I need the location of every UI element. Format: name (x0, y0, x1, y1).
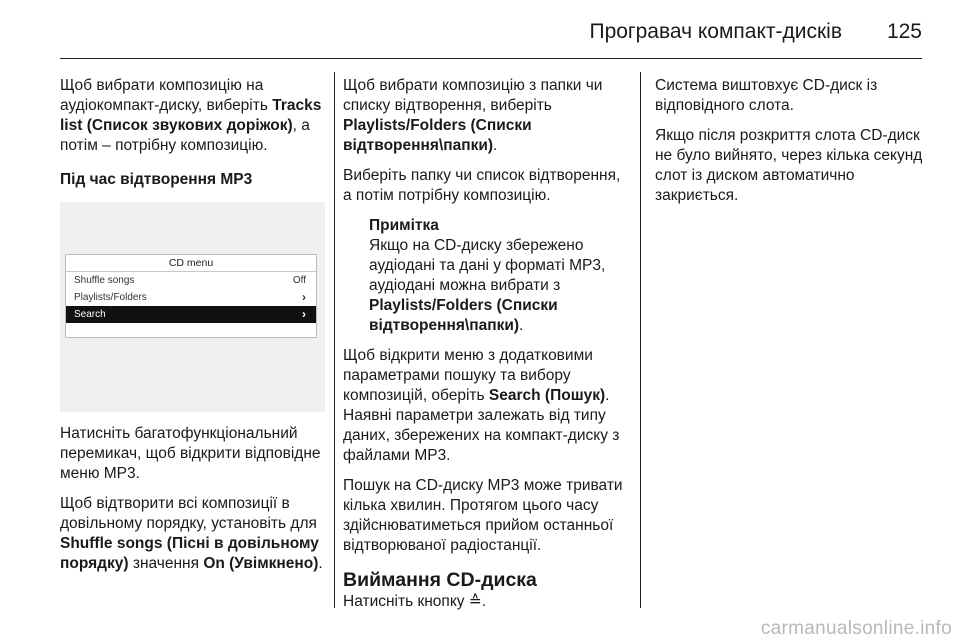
menu-item-search[interactable]: Search › (66, 306, 316, 323)
search-term: Search (Пошук) (488, 387, 606, 404)
menu-item-playlists-folders[interactable]: Playlists/Folders › (74, 290, 306, 304)
paragraph-eject-system: Система виштовхує CD-диск із відповідного слота. (655, 77, 878, 114)
note-title: Примітка (369, 217, 439, 234)
cd-menu-figure (60, 202, 325, 412)
watermark: carmanualsonline.info (760, 618, 952, 639)
paragraph-playlists: Щоб вибрати композицію з папки чи списку відтворення, виберіть Playlists/Folders (Списки відтворення\папки). (343, 77, 603, 154)
subheading-mp3: Під час відтворення MP3 (60, 171, 253, 188)
page-number: 125 (886, 20, 922, 43)
chevron-right-icon: › (302, 290, 306, 304)
heading-eject-cd: Виймання CD-диска (343, 569, 537, 591)
note-block (369, 216, 628, 336)
on-term: On (Увімкнено) (203, 555, 319, 572)
paragraph-press-eject: Натисніть кнопку ≙. (343, 593, 487, 610)
note-playlists-term: Playlists/Folders (Списки відтворення\папки) (369, 297, 558, 334)
paragraph-select-folder: Виберіть папку чи список відтворення, а потім потрібну композицію. (343, 167, 621, 204)
cd-menu-title: CD menu (66, 255, 316, 272)
column-divider-1 (334, 72, 335, 608)
shuffle-term: Shuffle songs (Пісні в довільному порядку) (60, 535, 319, 572)
paragraph-open-menu: Натисніть багатофункціональний перемикач, щоб відкрити відповідне меню MP3. (60, 425, 321, 482)
menu-item-shuffle-songs[interactable]: Shuffle songs Off (66, 272, 316, 289)
column-2 (343, 76, 628, 622)
tracks-list-term: Tracks list (Список звукових доріжок) (60, 97, 322, 134)
paragraph-tracks-list: Щоб вибрати композицію на аудіокомпакт-диску, виберіть Tracks list (Список звукових доріжок), а потім – потрібну композицію. (60, 77, 322, 154)
paragraph-search-duration: Пошук на CD-диску MP3 може тривати кілька хвилин. Протягом цього часу здійснюватиметься прийом останньої відтворюваної радіостанції. (343, 477, 623, 554)
column-divider-2 (640, 72, 641, 608)
note-text: Якщо на CD-диску збережено аудіодані та дані у форматі MP3, аудіодані можна вибрати з Playlists/Folders (Списки відтворення\папки). (369, 237, 606, 334)
cd-menu-screen (65, 254, 317, 338)
column-3 (655, 76, 935, 216)
chevron-right-icon: › (302, 307, 306, 321)
page-title: Програвач компакт-дисків (589, 20, 842, 43)
playlists-term: Playlists/Folders (Списки відтворення\папки) (343, 117, 532, 154)
shuffle-value: Off (292, 275, 306, 286)
page-header (0, 0, 960, 60)
paragraph-auto-close: Якщо після розкриття слота CD-диск не було вийнято, через кілька секунд слот із диском автоматично закриється. (655, 127, 923, 204)
header-divider (60, 58, 922, 59)
column-1 (60, 76, 325, 584)
paragraph-shuffle: Щоб відтворити всі композиції в довільному порядку, установіть для Shuffle songs (Пісні в довільному порядку) значення On (Увімкнено). (60, 495, 323, 572)
paragraph-search: Щоб відкрити меню з додатковими параметрами пошуку та вибору композицій, оберіть Search (Пошук). Наявні параметри залежать від типу даних, збережених на компакт-диску з файлами MP3. (343, 347, 620, 464)
